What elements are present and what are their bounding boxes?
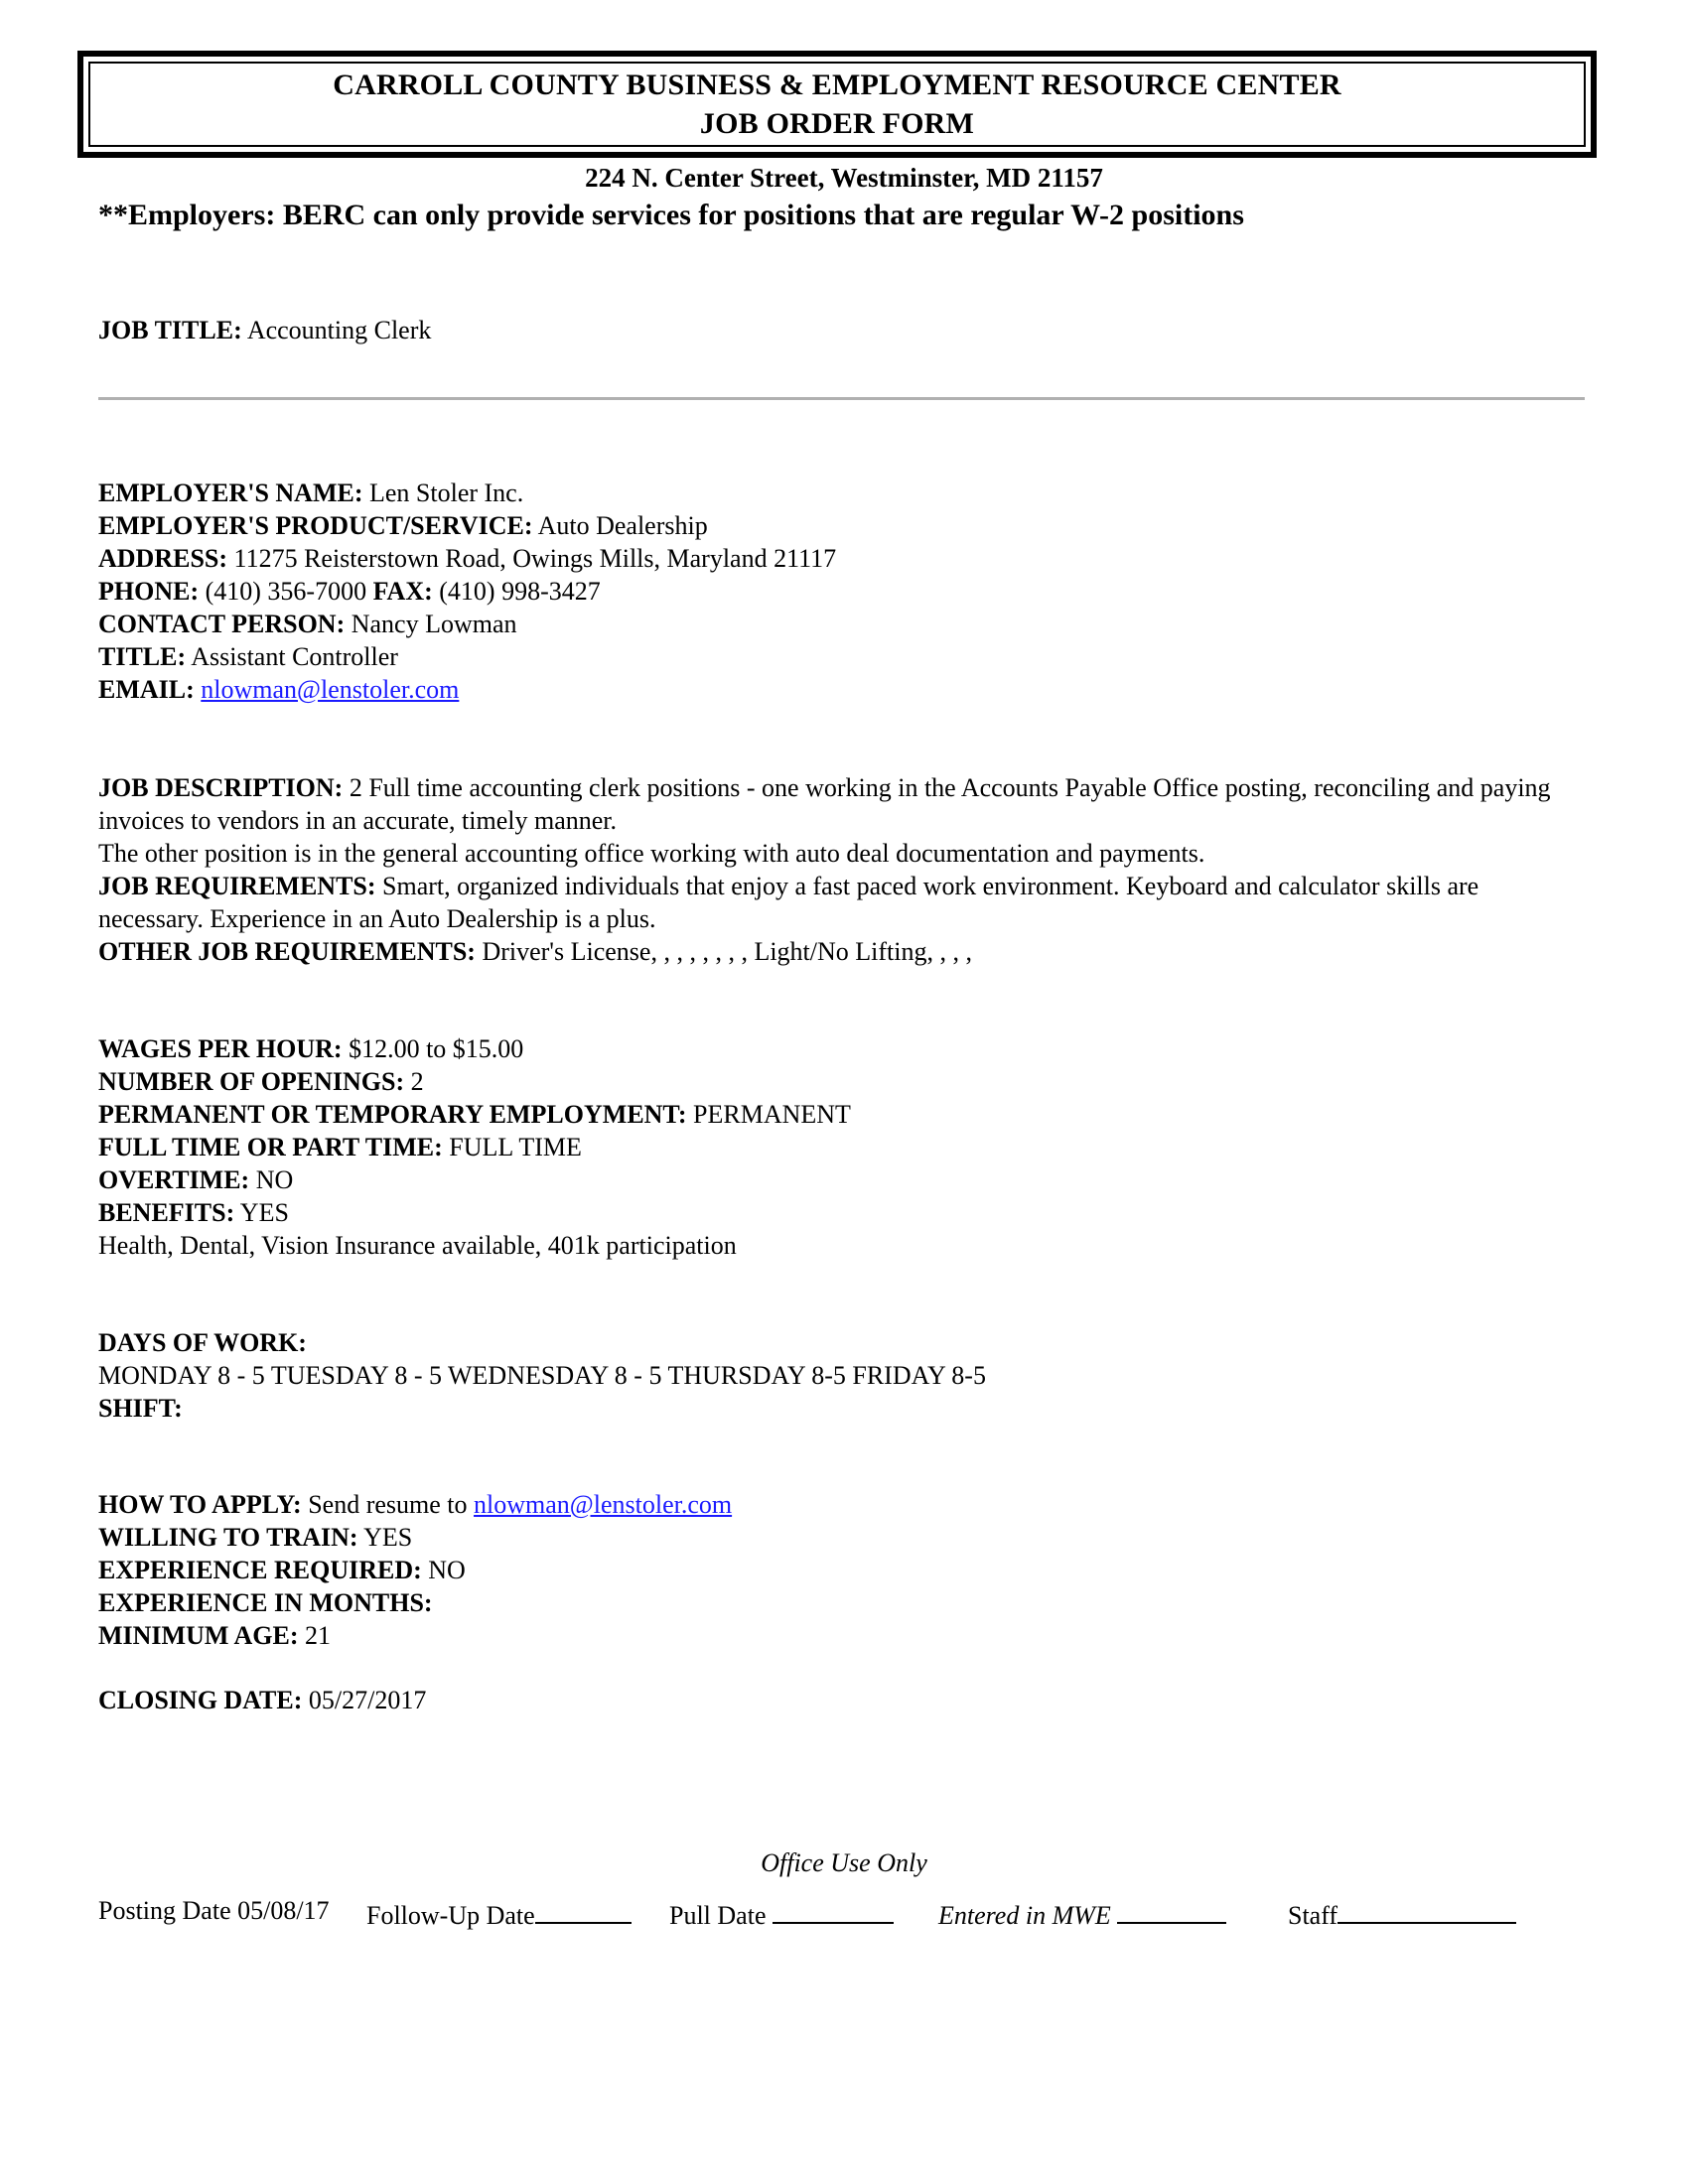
pull-date-field bbox=[669, 1896, 894, 1931]
benefits-row bbox=[98, 1196, 289, 1229]
follow-up-date-field bbox=[366, 1896, 632, 1931]
how-to-apply-value: Send resume to bbox=[301, 1490, 475, 1519]
email-row bbox=[98, 673, 459, 706]
divider bbox=[98, 397, 1585, 400]
overtime-value: NO bbox=[249, 1165, 294, 1194]
benefits-label: BENEFITS: bbox=[98, 1198, 235, 1227]
experience-required-row bbox=[98, 1554, 466, 1586]
employer-name-label: EMPLOYER'S NAME: bbox=[98, 478, 363, 507]
contact-title-value: Assistant Controller bbox=[186, 642, 398, 671]
job-requirements-value: Smart, organized individuals that enjoy a fast paced work environment. Keyboard and calculator skills are necessary. Experience in an Auto Dealership is a plus. bbox=[98, 872, 1479, 933]
experience-months-row bbox=[98, 1586, 433, 1619]
contact-person-row bbox=[98, 608, 517, 640]
days-of-work-label: DAYS OF WORK: bbox=[98, 1328, 307, 1357]
employer-phone-row bbox=[98, 575, 601, 608]
shift-label: SHIFT: bbox=[98, 1394, 183, 1423]
closing-date-row bbox=[98, 1684, 426, 1716]
willing-to-train-label: WILLING TO TRAIN: bbox=[98, 1523, 358, 1552]
apply-email-link[interactable]: nlowman@lenstoler.com bbox=[474, 1490, 733, 1519]
email-link[interactable]: nlowman@lenstoler.com bbox=[201, 675, 460, 704]
wages-value: $12.00 to $15.00 bbox=[342, 1034, 524, 1063]
full-part-row bbox=[98, 1131, 582, 1163]
header-title bbox=[88, 62, 1586, 147]
benefits-value: YES bbox=[234, 1198, 289, 1227]
contact-title-label: TITLE: bbox=[98, 642, 187, 671]
header-box bbox=[77, 51, 1597, 158]
fax-value: (410) 998-3427 bbox=[432, 577, 601, 606]
entered-mwe-field bbox=[938, 1896, 1226, 1931]
job-requirements-label: JOB REQUIREMENTS: bbox=[98, 872, 376, 900]
pull-date-blank bbox=[773, 1896, 894, 1924]
posting-date: Posting Date 05/08/17 bbox=[98, 1896, 330, 1925]
how-to-apply-label: HOW TO APPLY: bbox=[98, 1490, 302, 1519]
job-requirements bbox=[98, 870, 1588, 935]
minimum-age-label: MINIMUM AGE: bbox=[98, 1621, 299, 1650]
job-description bbox=[98, 771, 1588, 837]
minimum-age-value: 21 bbox=[298, 1621, 331, 1650]
employer-address-label: ADDRESS: bbox=[98, 544, 228, 573]
other-requirements-row bbox=[98, 935, 972, 968]
willing-to-train-value: YES bbox=[357, 1523, 413, 1552]
contact-person-label: CONTACT PERSON: bbox=[98, 610, 346, 638]
follow-up-date-label: Follow-Up Date bbox=[366, 1901, 535, 1930]
openings-row bbox=[98, 1065, 424, 1098]
benefits-detail: Health, Dental, Vision Insurance available, 401k participation bbox=[98, 1231, 737, 1260]
other-requirements-label: OTHER JOB REQUIREMENTS: bbox=[98, 937, 476, 966]
pull-date-label: Pull Date bbox=[669, 1901, 767, 1930]
entered-mwe-blank bbox=[1117, 1896, 1226, 1924]
staff-field bbox=[1288, 1896, 1516, 1931]
employer-product-value: Auto Dealership bbox=[532, 511, 708, 540]
wages-label: WAGES PER HOUR: bbox=[98, 1034, 343, 1063]
phone-label: PHONE: bbox=[98, 577, 200, 606]
full-part-label: FULL TIME OR PART TIME: bbox=[98, 1133, 443, 1161]
how-to-apply-row bbox=[98, 1488, 732, 1521]
follow-up-date-blank bbox=[535, 1896, 632, 1924]
entered-mwe-label: Entered in MWE bbox=[938, 1901, 1111, 1930]
experience-required-value: NO bbox=[421, 1556, 466, 1584]
willing-to-train-row bbox=[98, 1521, 412, 1554]
job-title-row bbox=[98, 314, 431, 346]
perm-temp-value: PERMANENT bbox=[686, 1100, 851, 1129]
job-description-extra: The other position is in the general accounting office working with auto deal documentation and payments. bbox=[98, 839, 1205, 868]
contact-person-value: Nancy Lowman bbox=[345, 610, 517, 638]
contact-title-row bbox=[98, 640, 398, 673]
job-title-label: JOB TITLE: bbox=[98, 316, 242, 344]
employer-product-label: EMPLOYER'S PRODUCT/SERVICE: bbox=[98, 511, 533, 540]
email-label: EMAIL: bbox=[98, 675, 195, 704]
full-part-value: FULL TIME bbox=[442, 1133, 582, 1161]
header-line-1: CARROLL COUNTY BUSINESS & EMPLOYMENT RESOURCE CENTER bbox=[333, 68, 1341, 101]
staff-label: Staff bbox=[1288, 1901, 1338, 1930]
minimum-age-row bbox=[98, 1619, 331, 1652]
closing-date-value: 05/27/2017 bbox=[302, 1686, 427, 1714]
employer-notice: **Employers: BERC can only provide services for positions that are regular W-2 positions bbox=[98, 199, 1244, 231]
fax-label: FAX: bbox=[372, 577, 433, 606]
overtime-label: OVERTIME: bbox=[98, 1165, 250, 1194]
staff-blank bbox=[1337, 1896, 1516, 1924]
employer-name-value: Len Stoler Inc. bbox=[362, 478, 524, 507]
job-title-value: Accounting Clerk bbox=[241, 316, 432, 344]
experience-months-label: EXPERIENCE IN MONTHS: bbox=[98, 1588, 433, 1617]
perm-temp-row bbox=[98, 1098, 851, 1131]
employer-address-row bbox=[98, 542, 836, 575]
openings-label: NUMBER OF OPENINGS: bbox=[98, 1067, 405, 1096]
phone-value: (410) 356-7000 bbox=[199, 577, 373, 606]
overtime-row bbox=[98, 1163, 293, 1196]
other-requirements-value: Driver's License, , , , , , , , Light/No Lifting, , , , bbox=[475, 937, 972, 966]
experience-required-label: EXPERIENCE REQUIRED: bbox=[98, 1556, 422, 1584]
employer-address-value: 11275 Reisterstown Road, Owings Mills, Maryland 21117 bbox=[227, 544, 837, 573]
center-address: 224 N. Center Street, Westminster, MD 21157 bbox=[585, 163, 1103, 193]
perm-temp-label: PERMANENT OR TEMPORARY EMPLOYMENT: bbox=[98, 1100, 687, 1129]
job-description-label: JOB DESCRIPTION: bbox=[98, 773, 344, 802]
wages-row bbox=[98, 1032, 523, 1065]
job-description-value: 2 Full time accounting clerk positions - one working in the Accounts Payable Office posting, reconciling and paying invoices to vendors in an accurate, timely manner. bbox=[98, 773, 1551, 835]
employer-product-row bbox=[98, 509, 708, 542]
office-use-title: Office Use Only bbox=[761, 1848, 927, 1877]
employer-name-row bbox=[98, 477, 523, 509]
closing-date-label: CLOSING DATE: bbox=[98, 1686, 303, 1714]
days-of-work-value: MONDAY 8 - 5 TUESDAY 8 - 5 WEDNESDAY 8 - 5 THURSDAY 8-5 FRIDAY 8-5 bbox=[98, 1361, 986, 1390]
header-line-2: JOB ORDER FORM bbox=[699, 107, 975, 140]
openings-value: 2 bbox=[404, 1067, 424, 1096]
